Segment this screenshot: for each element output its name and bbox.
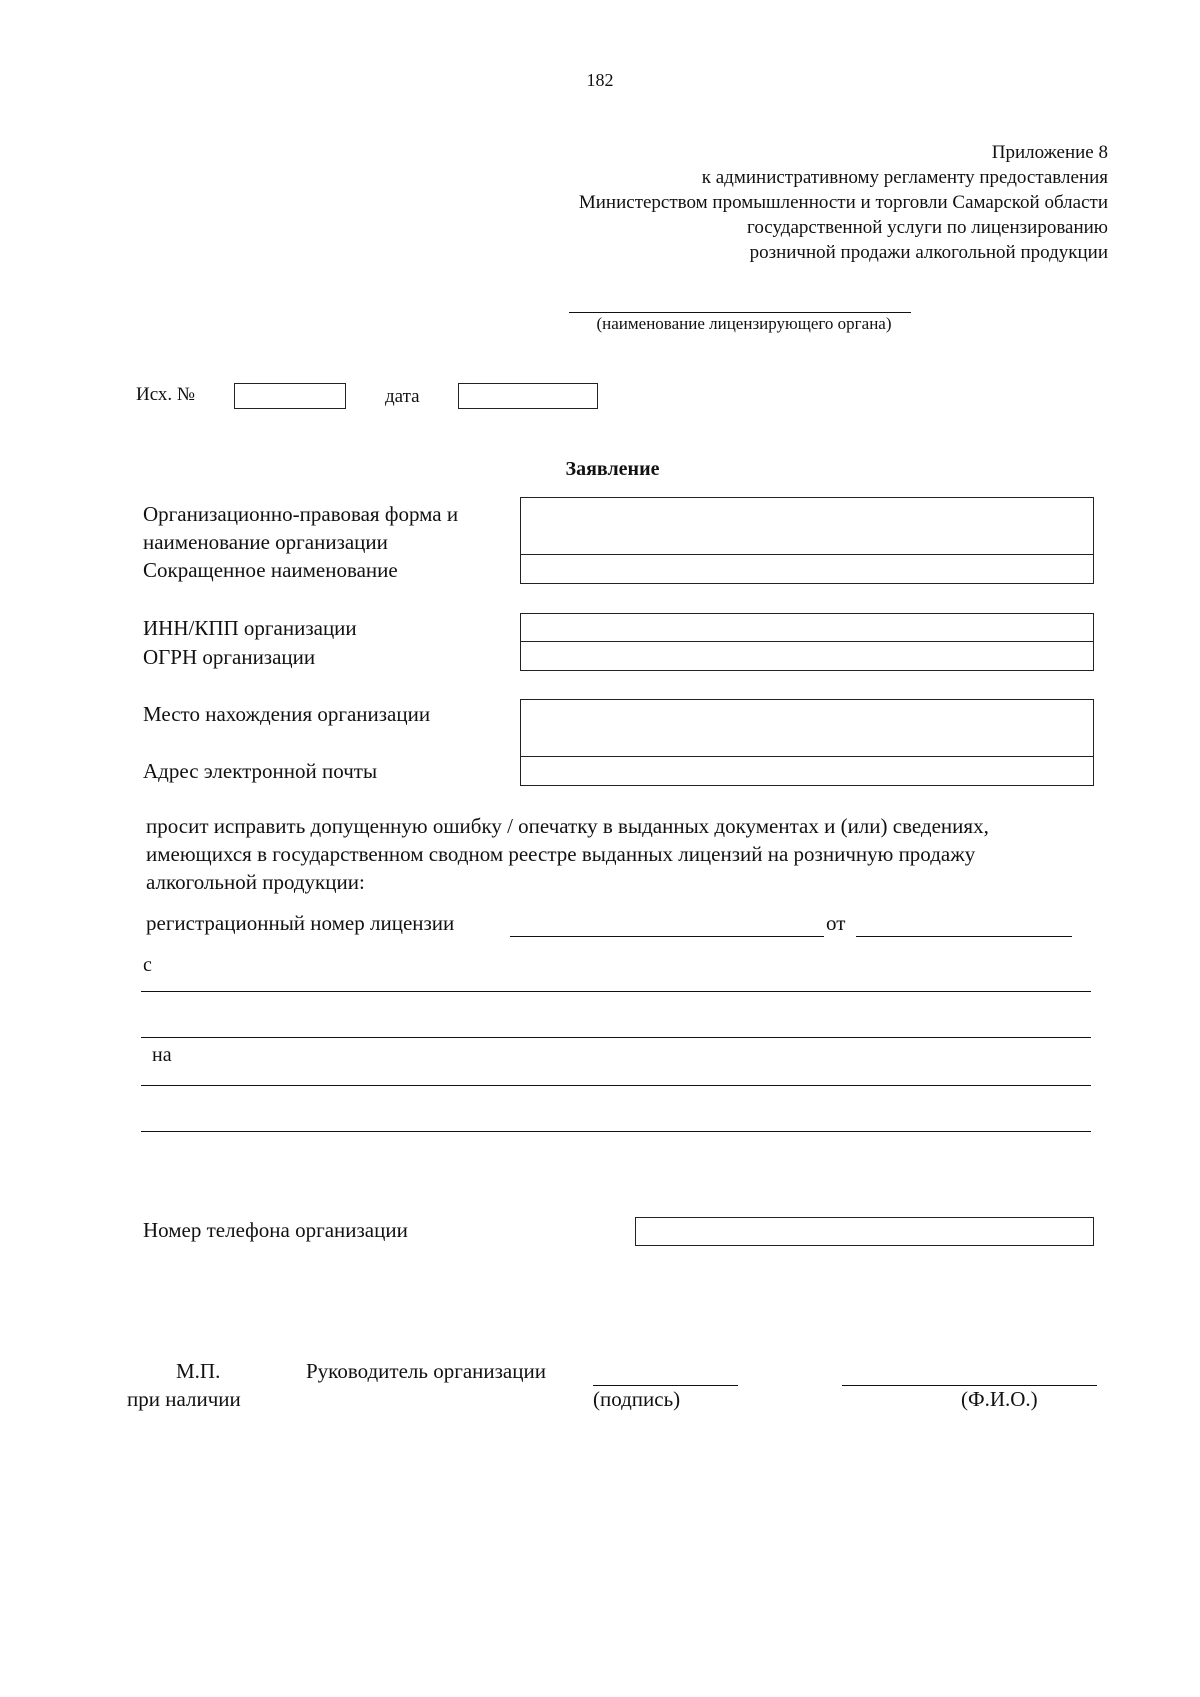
outgoing-number-field[interactable] xyxy=(234,383,346,409)
authority-caption: (наименование лицензирующего органа) xyxy=(596,314,892,333)
ogrn-field[interactable] xyxy=(520,641,1094,671)
change-from-line[interactable] xyxy=(141,991,1091,992)
appendix-line: Приложение 8 xyxy=(991,142,1108,163)
appendix-header xyxy=(579,140,1108,265)
date-label: дата xyxy=(385,386,420,407)
request-text: просит исправить допущенную ошибку / опечатку в выданных документах и (или) сведениях, имеющихся в государственном сводном реестре выданных лицензий на розничную продажу алкогольной продукции: xyxy=(146,814,989,894)
fio-line[interactable] xyxy=(842,1360,1097,1386)
signature-line[interactable] xyxy=(593,1360,738,1386)
change-from-line[interactable] xyxy=(141,1037,1091,1038)
ogrn-label: ОГРН организации xyxy=(143,645,316,669)
email-field[interactable] xyxy=(520,756,1094,786)
signature-caption: (подпись) xyxy=(593,1387,681,1411)
stamp-label: М.П. xyxy=(176,1359,221,1383)
license-number-line[interactable] xyxy=(510,912,824,937)
appendix-line: розничной продажи алкогольной продукции xyxy=(749,242,1108,263)
short-name-label: Сокращенное наименование xyxy=(143,558,398,582)
appendix-line: Министерством промышленности и торговли Самарской области xyxy=(578,192,1108,213)
location-label: Место нахождения организации xyxy=(143,702,431,726)
change-to-line[interactable] xyxy=(141,1131,1091,1132)
fio-caption: (Ф.И.О.) xyxy=(961,1387,1038,1411)
phone-label: Номер телефона организации xyxy=(143,1218,408,1242)
license-date-line[interactable] xyxy=(856,912,1072,937)
appendix-line: к административному регламенту предоставления xyxy=(701,167,1108,188)
authority-name-line[interactable] xyxy=(569,312,911,313)
change-to-label: на xyxy=(152,1044,172,1066)
org-form-name-label: Организационно-правовая форма и наименование организации xyxy=(143,502,459,554)
date-field[interactable] xyxy=(458,383,598,409)
inn-kpp-field[interactable] xyxy=(520,613,1094,642)
appendix-line: государственной услуги по лицензированию xyxy=(747,217,1108,238)
short-name-field[interactable] xyxy=(520,554,1094,584)
inn-kpp-label: ИНН/КПП организации xyxy=(143,616,357,640)
page-title: Заявление xyxy=(565,458,660,480)
change-from-label: с xyxy=(143,954,152,976)
location-field[interactable] xyxy=(520,699,1094,757)
org-name-field[interactable] xyxy=(520,497,1094,555)
change-to-line[interactable] xyxy=(141,1085,1091,1086)
phone-field[interactable] xyxy=(635,1217,1094,1246)
license-from-label: от xyxy=(826,911,846,935)
page-number: 182 xyxy=(586,70,614,90)
license-reg-label: регистрационный номер лицензии xyxy=(146,911,455,935)
email-label: Адрес электронной почты xyxy=(143,759,378,783)
outgoing-number-label: Исх. № xyxy=(136,384,196,405)
stamp-note: при наличии xyxy=(127,1387,241,1411)
head-label: Руководитель организации xyxy=(306,1359,546,1383)
